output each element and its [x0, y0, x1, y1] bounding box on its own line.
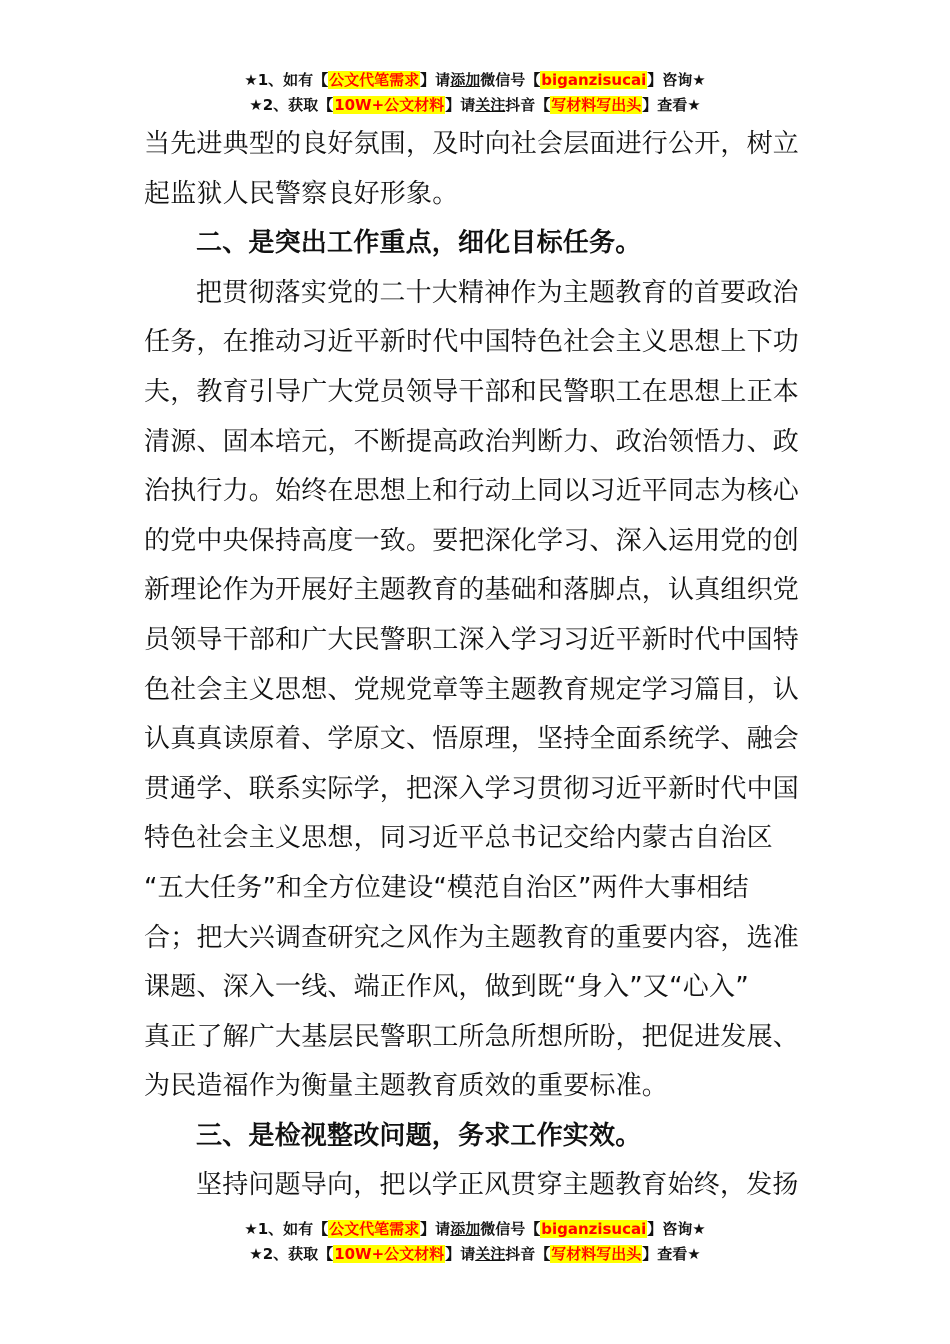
body-line: 真正了解广大基层民警职工所急所想所盼，把促进发展、 — [144, 1021, 800, 1052]
body-line: 治执行力。始终在思想上和行动上同以习近平同志为核心 — [144, 476, 800, 507]
highlight-materials: 10W+公文材料 — [334, 96, 445, 114]
highlight-wechat-id: biganzisucai — [541, 71, 647, 89]
banner-line-2: ★2、获取【10W+公文材料】请关注抖音【写材料写出头】查看★ — [249, 96, 701, 114]
body-line: 坚持问题导向，把以学正风贯穿主题教育始终，发扬 — [196, 1170, 799, 1201]
header-banner — [0, 68, 950, 118]
document-body — [144, 120, 808, 1211]
section-heading: 二、是突出工作重点，细化目标任务。 — [196, 228, 642, 259]
body-line: 特色社会主义思想，同习近平总书记交给内蒙古自治区 — [144, 823, 773, 854]
body-line: 为民造福作为衡量主题教育质效的重要标准。 — [144, 1071, 669, 1102]
body-line: 合；把大兴调查研究之风作为主题教育的重要内容，选准 — [144, 922, 800, 953]
body-line: 清源、固本培元，不断提高政治判断力、政治领悟力、政 — [144, 426, 800, 457]
body-line: 当先进典型的良好氛围，及时向社会层面进行公开，树立 — [144, 129, 800, 159]
body-line: 任务，在推动习近平新时代中国特色社会主义思想上下功 — [144, 327, 800, 358]
body-line: 员领导干部和广大民警职工深入学习习近平新时代中国特 — [144, 624, 800, 655]
highlight-douyin-account: 写材料写出头 — [551, 1245, 642, 1263]
highlight-service: 公文代笔需求 — [329, 1220, 420, 1238]
section-heading: 三、是检视整改问题，务求工作实效。 — [196, 1120, 642, 1151]
highlight-materials: 10W+公文材料 — [334, 1245, 445, 1263]
body-line: 夫，教育引导广大党员领导干部和民警职工在思想上正本 — [144, 376, 800, 407]
body-line: 新理论作为开展好主题教育的基础和落脚点，认真组织党 — [144, 575, 800, 606]
banner-line-2: ★2、获取【10W+公文材料】请关注抖音【写材料写出头】查看★ — [249, 1245, 701, 1263]
body-line: 的党中央保持高度一致。要把深化学习、深入运用党的创 — [144, 525, 800, 556]
footer-banner — [0, 1217, 950, 1267]
body-line: 课题、深入一线、端正作风，做到既“身入”又“心入” — [144, 972, 749, 1003]
highlight-service: 公文代笔需求 — [329, 71, 420, 89]
body-line: 起监狱人民警察良好形象。 — [144, 178, 459, 209]
body-line: 认真真读原着、学原文、悟原理，坚持全面系统学、融会 — [144, 724, 800, 755]
highlight-douyin-account: 写材料写出头 — [551, 96, 642, 114]
banner-line-1: ★1、如有【公文代笔需求】请添加微信号【biganzisucai】咨询★ — [244, 1220, 706, 1238]
body-line: 把贯彻落实党的二十大精神作为主题教育的首要政治 — [196, 277, 799, 308]
body-line: 贯通学、联系实际学，把深入学习贯彻习近平新时代中国 — [144, 773, 800, 804]
highlight-wechat-id: biganzisucai — [541, 1220, 647, 1238]
body-line: 色社会主义思想、党规党章等主题教育规定学习篇目，认 — [144, 674, 800, 705]
body-line: “五大任务”和全方位建设“模范自治区”两件大事相结 — [144, 872, 749, 903]
banner-line-1: ★1、如有【公文代笔需求】请添加微信号【biganzisucai】咨询★ — [244, 71, 706, 89]
